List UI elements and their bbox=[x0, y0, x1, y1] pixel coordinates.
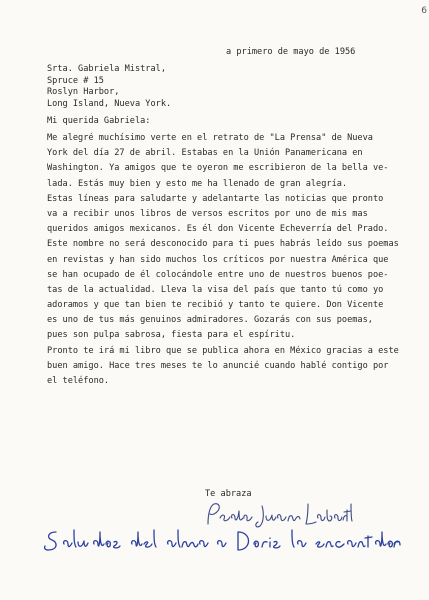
body-line: buen amigo. Hace tres meses te lo anuncié cuando hablé contigo por bbox=[47, 360, 389, 371]
body-line: es uno de tus más genuinos admiradores. Gozarás con sus poemas, bbox=[47, 315, 373, 326]
body-line: York del día 27 de abril. Estabas en la Unión Panamericana en bbox=[47, 148, 363, 159]
body-line: pues son pulpa sabrosa, fiesta para el espíritu. bbox=[47, 330, 296, 341]
page-number: 6 bbox=[421, 6, 427, 16]
body-line: Me alegré muchísimo verte en el retrato de "La Prensa" de Nueva bbox=[47, 133, 373, 143]
body-line: adoramos y que tan bien te recibió y tanto te quiere. Don Vicente bbox=[47, 300, 384, 311]
recipient-line: Spruce # 15 bbox=[47, 75, 104, 86]
body-line: Estas líneas para saludarte y adelantarte las noticias que pronto bbox=[47, 193, 384, 204]
body-line: en revistas y han sido muchos los críticos por nuestra América que bbox=[47, 254, 389, 265]
body-line: queridos amigos mexicanos. Es él don Vicente Echeverría del Prado. bbox=[47, 224, 389, 235]
closing: Te abraza bbox=[205, 489, 252, 499]
letter-body bbox=[47, 133, 397, 391]
body-line: va a recibir unos libros de versos escritos por uno de mis mas bbox=[47, 208, 368, 219]
recipient-address bbox=[47, 64, 171, 110]
handwritten-note-image bbox=[42, 526, 402, 558]
recipient-line: Long Island, Nueva York. bbox=[47, 98, 172, 109]
body-line: el teléfono. bbox=[47, 376, 110, 386]
body-line: Pronto te irá mi libro que se publica ahora en México gracias a este bbox=[47, 345, 399, 356]
recipient-line: Roslyn Harbor, bbox=[47, 87, 120, 97]
body-line: tas de la actualidad. Lleva la visa del país que tanto tú como yo bbox=[47, 284, 384, 295]
body-line: lada. Estás muy bien y esto me ha llenado de gran alegría. bbox=[47, 178, 348, 189]
body-line: Este nombre no será desconocido para ti pues habrás leído sus poemas bbox=[47, 239, 399, 250]
letter-date: a primero de mayo de 1956 bbox=[226, 47, 356, 57]
recipient-line: Srta. Gabriela Mistral, bbox=[47, 64, 166, 74]
body-line: Washington. Ya amigos que te oyeron me escribieron de la bella ve- bbox=[47, 163, 389, 174]
salutation: Mi querida Gabriela: bbox=[47, 116, 151, 126]
body-line: se han ocupado de él colocándole entre uno de nuestros buenos poe- bbox=[47, 269, 389, 280]
